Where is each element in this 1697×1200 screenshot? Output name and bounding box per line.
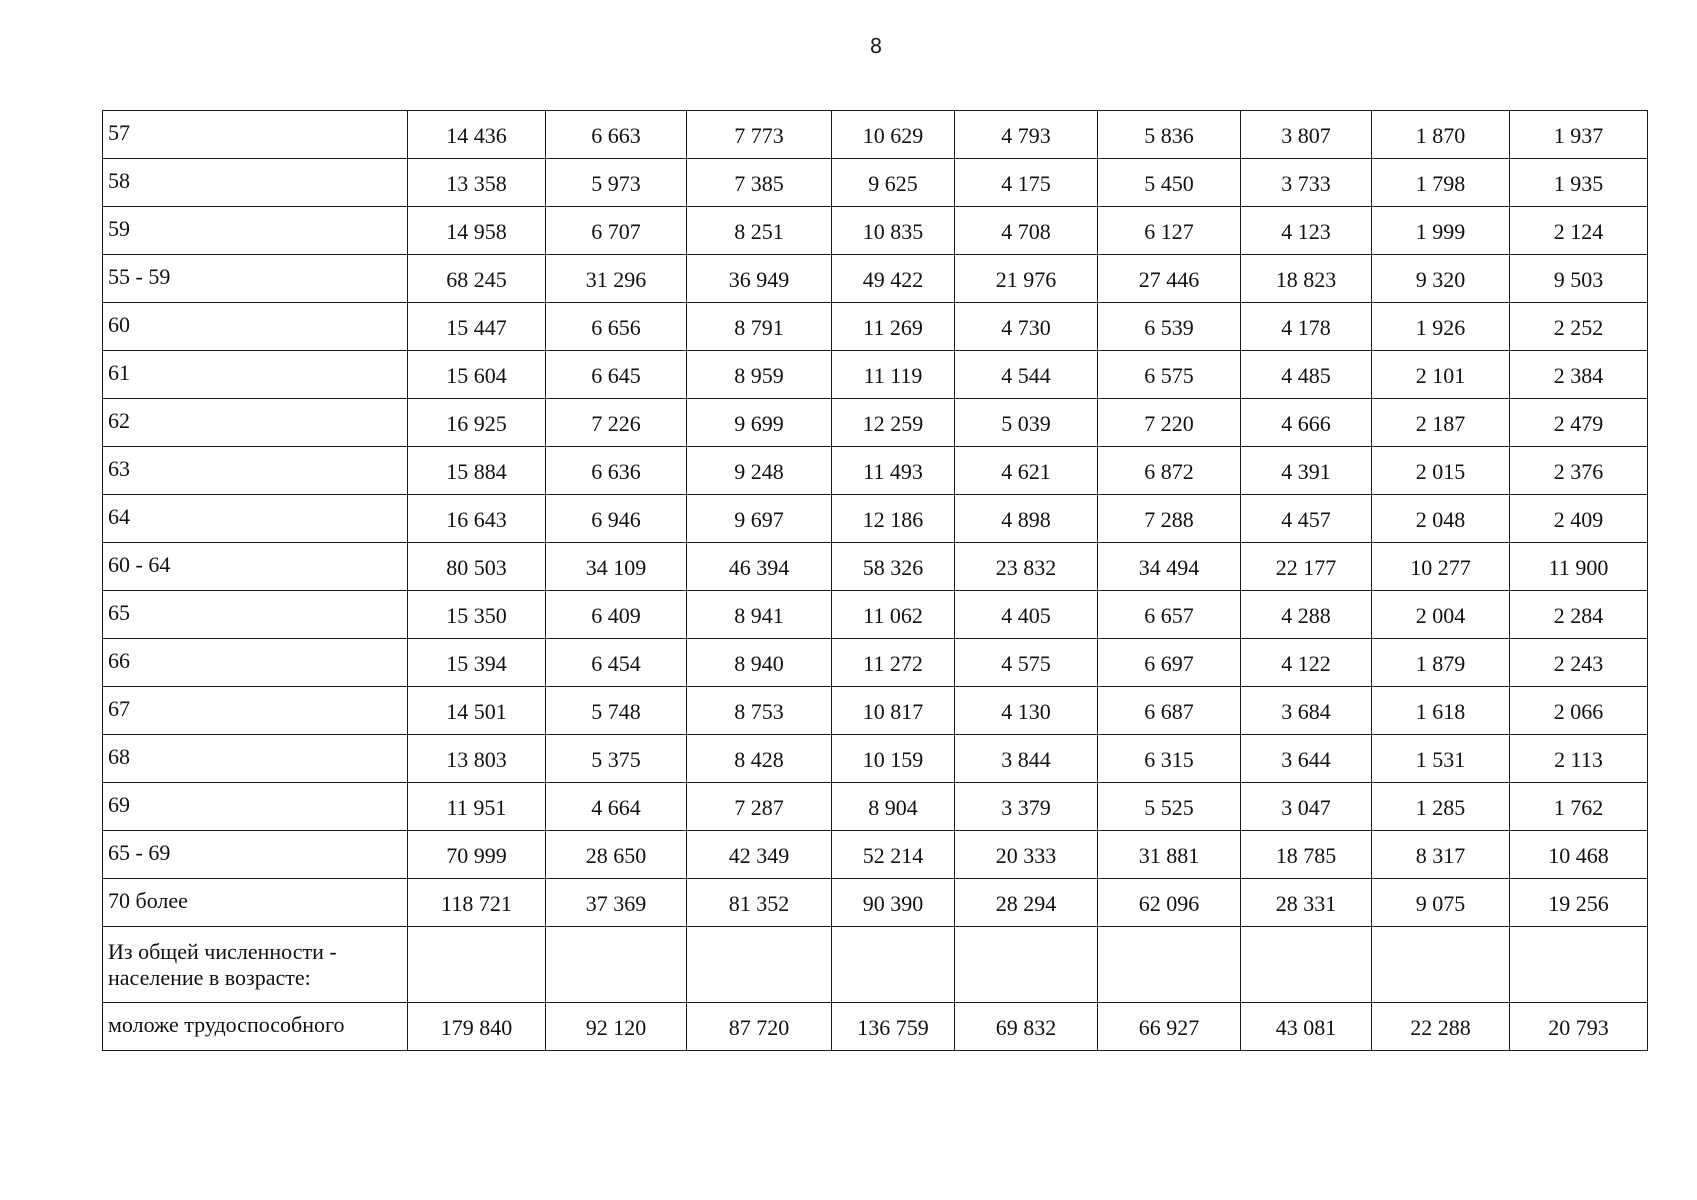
row-label-cell: 58: [103, 159, 408, 207]
row-label-cell: 70 более: [103, 879, 408, 927]
row-label-cell: 62: [103, 399, 408, 447]
value-cell: 27 446: [1098, 255, 1241, 303]
table-row: [103, 399, 1648, 447]
value-cell: [1098, 927, 1241, 1003]
value-cell: 10 629: [832, 111, 955, 159]
table-row: [103, 879, 1648, 927]
value-cell: 6 872: [1098, 447, 1241, 495]
value-cell: 22 177: [1241, 543, 1372, 591]
value-cell: 9 697: [687, 495, 832, 543]
row-label-cell: 59: [103, 207, 408, 255]
value-cell: [546, 927, 687, 1003]
table-container: [102, 110, 1647, 1051]
value-cell: 6 409: [546, 591, 687, 639]
value-cell: 8 317: [1372, 831, 1510, 879]
value-cell: 2 066: [1510, 687, 1648, 735]
table-row: [103, 735, 1648, 783]
table-row: [103, 543, 1648, 591]
value-cell: 8 428: [687, 735, 832, 783]
value-cell: 3 644: [1241, 735, 1372, 783]
value-cell: 11 119: [832, 351, 955, 399]
value-cell: [687, 927, 832, 1003]
value-cell: 4 664: [546, 783, 687, 831]
value-cell: 31 881: [1098, 831, 1241, 879]
table-row: [103, 159, 1648, 207]
value-cell: 12 186: [832, 495, 955, 543]
value-cell: 14 958: [408, 207, 546, 255]
value-cell: 9 075: [1372, 879, 1510, 927]
value-cell: 10 159: [832, 735, 955, 783]
table-body: [103, 111, 1648, 1051]
value-cell: 10 468: [1510, 831, 1648, 879]
value-cell: 11 269: [832, 303, 955, 351]
value-cell: 1 937: [1510, 111, 1648, 159]
value-cell: 7 773: [687, 111, 832, 159]
value-cell: 1 285: [1372, 783, 1510, 831]
value-cell: 3 733: [1241, 159, 1372, 207]
value-cell: 22 288: [1372, 1003, 1510, 1051]
value-cell: 118 721: [408, 879, 546, 927]
value-cell: 11 900: [1510, 543, 1648, 591]
row-label-cell: 60: [103, 303, 408, 351]
value-cell: 9 320: [1372, 255, 1510, 303]
value-cell: 2 376: [1510, 447, 1648, 495]
value-cell: 3 047: [1241, 783, 1372, 831]
value-cell: 1 618: [1372, 687, 1510, 735]
value-cell: 6 687: [1098, 687, 1241, 735]
value-cell: 1 999: [1372, 207, 1510, 255]
value-cell: 4 575: [955, 639, 1098, 687]
row-label-cell: моложе трудоспособного: [103, 1003, 408, 1051]
value-cell: 87 720: [687, 1003, 832, 1051]
value-cell: 136 759: [832, 1003, 955, 1051]
value-cell: 5 375: [546, 735, 687, 783]
value-cell: 4 175: [955, 159, 1098, 207]
table-row: [103, 1003, 1648, 1051]
value-cell: 5 836: [1098, 111, 1241, 159]
row-label-cell: 60 - 64: [103, 543, 408, 591]
value-cell: [1510, 927, 1648, 1003]
table-row: [103, 591, 1648, 639]
value-cell: [408, 927, 546, 1003]
value-cell: 1 531: [1372, 735, 1510, 783]
value-cell: 19 256: [1510, 879, 1648, 927]
value-cell: 8 753: [687, 687, 832, 735]
value-cell: [832, 927, 955, 1003]
value-cell: 12 259: [832, 399, 955, 447]
value-cell: 49 422: [832, 255, 955, 303]
value-cell: 10 817: [832, 687, 955, 735]
value-cell: 1 879: [1372, 639, 1510, 687]
value-cell: 28 331: [1241, 879, 1372, 927]
table-row: [103, 255, 1648, 303]
value-cell: 2 284: [1510, 591, 1648, 639]
value-cell: 2 048: [1372, 495, 1510, 543]
value-cell: [1241, 927, 1372, 1003]
value-cell: 16 925: [408, 399, 546, 447]
row-label-cell: 55 - 59: [103, 255, 408, 303]
value-cell: 43 081: [1241, 1003, 1372, 1051]
value-cell: 5 450: [1098, 159, 1241, 207]
value-cell: 15 884: [408, 447, 546, 495]
row-label-cell: 61: [103, 351, 408, 399]
value-cell: 6 454: [546, 639, 687, 687]
value-cell: 6 315: [1098, 735, 1241, 783]
value-cell: 2 004: [1372, 591, 1510, 639]
value-cell: 31 296: [546, 255, 687, 303]
value-cell: 28 650: [546, 831, 687, 879]
value-cell: 6 575: [1098, 351, 1241, 399]
value-cell: 1 870: [1372, 111, 1510, 159]
row-label-cell: Из общей численности - население в возрасте:: [103, 927, 408, 1003]
value-cell: 81 352: [687, 879, 832, 927]
value-cell: 46 394: [687, 543, 832, 591]
value-cell: 8 940: [687, 639, 832, 687]
value-cell: 14 501: [408, 687, 546, 735]
value-cell: 6 707: [546, 207, 687, 255]
value-cell: 15 604: [408, 351, 546, 399]
row-label-cell: 57: [103, 111, 408, 159]
table-row: [103, 831, 1648, 879]
value-cell: 2 243: [1510, 639, 1648, 687]
row-label-cell: 63: [103, 447, 408, 495]
value-cell: 4 793: [955, 111, 1098, 159]
population-table: [102, 110, 1648, 1051]
value-cell: 15 447: [408, 303, 546, 351]
value-cell: 7 288: [1098, 495, 1241, 543]
value-cell: 2 384: [1510, 351, 1648, 399]
value-cell: 4 485: [1241, 351, 1372, 399]
value-cell: 10 277: [1372, 543, 1510, 591]
value-cell: 7 220: [1098, 399, 1241, 447]
value-cell: 5 525: [1098, 783, 1241, 831]
value-cell: 23 832: [955, 543, 1098, 591]
value-cell: 4 391: [1241, 447, 1372, 495]
value-cell: 18 785: [1241, 831, 1372, 879]
value-cell: 4 405: [955, 591, 1098, 639]
value-cell: 20 333: [955, 831, 1098, 879]
value-cell: 4 123: [1241, 207, 1372, 255]
value-cell: 9 248: [687, 447, 832, 495]
value-cell: 1 926: [1372, 303, 1510, 351]
table-row: [103, 639, 1648, 687]
row-label-cell: 67: [103, 687, 408, 735]
value-cell: 69 832: [955, 1003, 1098, 1051]
value-cell: 2 113: [1510, 735, 1648, 783]
value-cell: 2 124: [1510, 207, 1648, 255]
value-cell: 1 762: [1510, 783, 1648, 831]
value-cell: 15 350: [408, 591, 546, 639]
value-cell: [1372, 927, 1510, 1003]
value-cell: 36 949: [687, 255, 832, 303]
value-cell: 7 226: [546, 399, 687, 447]
table-row: [103, 927, 1648, 1003]
value-cell: 2 479: [1510, 399, 1648, 447]
value-cell: 7 385: [687, 159, 832, 207]
value-cell: 8 904: [832, 783, 955, 831]
value-cell: 3 379: [955, 783, 1098, 831]
value-cell: 70 999: [408, 831, 546, 879]
value-cell: 1 935: [1510, 159, 1648, 207]
value-cell: 52 214: [832, 831, 955, 879]
value-cell: 34 494: [1098, 543, 1241, 591]
table-row: [103, 207, 1648, 255]
value-cell: 3 807: [1241, 111, 1372, 159]
value-cell: 5 039: [955, 399, 1098, 447]
value-cell: [955, 927, 1098, 1003]
value-cell: 4 288: [1241, 591, 1372, 639]
row-label-cell: 69: [103, 783, 408, 831]
value-cell: 8 791: [687, 303, 832, 351]
value-cell: 62 096: [1098, 879, 1241, 927]
table-row: [103, 783, 1648, 831]
value-cell: 15 394: [408, 639, 546, 687]
value-cell: 6 657: [1098, 591, 1241, 639]
row-label-cell: 65: [103, 591, 408, 639]
table-row: [103, 351, 1648, 399]
value-cell: 11 272: [832, 639, 955, 687]
value-cell: 11 062: [832, 591, 955, 639]
value-cell: 9 699: [687, 399, 832, 447]
value-cell: 66 927: [1098, 1003, 1241, 1051]
row-label-cell: 66: [103, 639, 408, 687]
table-row: [103, 687, 1648, 735]
value-cell: 37 369: [546, 879, 687, 927]
value-cell: 2 101: [1372, 351, 1510, 399]
value-cell: 68 245: [408, 255, 546, 303]
value-cell: 9 503: [1510, 255, 1648, 303]
value-cell: 5 748: [546, 687, 687, 735]
value-cell: 2 187: [1372, 399, 1510, 447]
value-cell: 4 708: [955, 207, 1098, 255]
table-row: [103, 447, 1648, 495]
value-cell: 11 493: [832, 447, 955, 495]
value-cell: 8 941: [687, 591, 832, 639]
value-cell: 3 844: [955, 735, 1098, 783]
page-number: 8: [869, 34, 883, 58]
value-cell: 90 390: [832, 879, 955, 927]
value-cell: 4 178: [1241, 303, 1372, 351]
value-cell: 4 730: [955, 303, 1098, 351]
value-cell: 2 015: [1372, 447, 1510, 495]
row-label-cell: 64: [103, 495, 408, 543]
value-cell: 58 326: [832, 543, 955, 591]
value-cell: 6 946: [546, 495, 687, 543]
value-cell: 5 973: [546, 159, 687, 207]
row-label-cell: 65 - 69: [103, 831, 408, 879]
value-cell: 11 951: [408, 783, 546, 831]
value-cell: 6 539: [1098, 303, 1241, 351]
value-cell: 80 503: [408, 543, 546, 591]
value-cell: 16 643: [408, 495, 546, 543]
value-cell: 13 803: [408, 735, 546, 783]
value-cell: 8 959: [687, 351, 832, 399]
value-cell: 28 294: [955, 879, 1098, 927]
value-cell: 1 798: [1372, 159, 1510, 207]
value-cell: 4 544: [955, 351, 1098, 399]
value-cell: 13 358: [408, 159, 546, 207]
value-cell: 3 684: [1241, 687, 1372, 735]
table-row: [103, 303, 1648, 351]
table-row: [103, 495, 1648, 543]
value-cell: 179 840: [408, 1003, 546, 1051]
value-cell: 4 457: [1241, 495, 1372, 543]
value-cell: 6 697: [1098, 639, 1241, 687]
row-label-cell: 68: [103, 735, 408, 783]
value-cell: 6 636: [546, 447, 687, 495]
value-cell: 8 251: [687, 207, 832, 255]
value-cell: 4 130: [955, 687, 1098, 735]
value-cell: 6 645: [546, 351, 687, 399]
value-cell: 18 823: [1241, 255, 1372, 303]
value-cell: 6 127: [1098, 207, 1241, 255]
value-cell: 14 436: [408, 111, 546, 159]
value-cell: 9 625: [832, 159, 955, 207]
value-cell: 4 621: [955, 447, 1098, 495]
value-cell: 10 835: [832, 207, 955, 255]
value-cell: 4 666: [1241, 399, 1372, 447]
value-cell: 2 409: [1510, 495, 1648, 543]
value-cell: 21 976: [955, 255, 1098, 303]
value-cell: 4 898: [955, 495, 1098, 543]
value-cell: 92 120: [546, 1003, 687, 1051]
value-cell: 4 122: [1241, 639, 1372, 687]
value-cell: 42 349: [687, 831, 832, 879]
value-cell: 7 287: [687, 783, 832, 831]
table-row: [103, 111, 1648, 159]
value-cell: 2 252: [1510, 303, 1648, 351]
value-cell: 34 109: [546, 543, 687, 591]
value-cell: 6 663: [546, 111, 687, 159]
value-cell: 20 793: [1510, 1003, 1648, 1051]
value-cell: 6 656: [546, 303, 687, 351]
